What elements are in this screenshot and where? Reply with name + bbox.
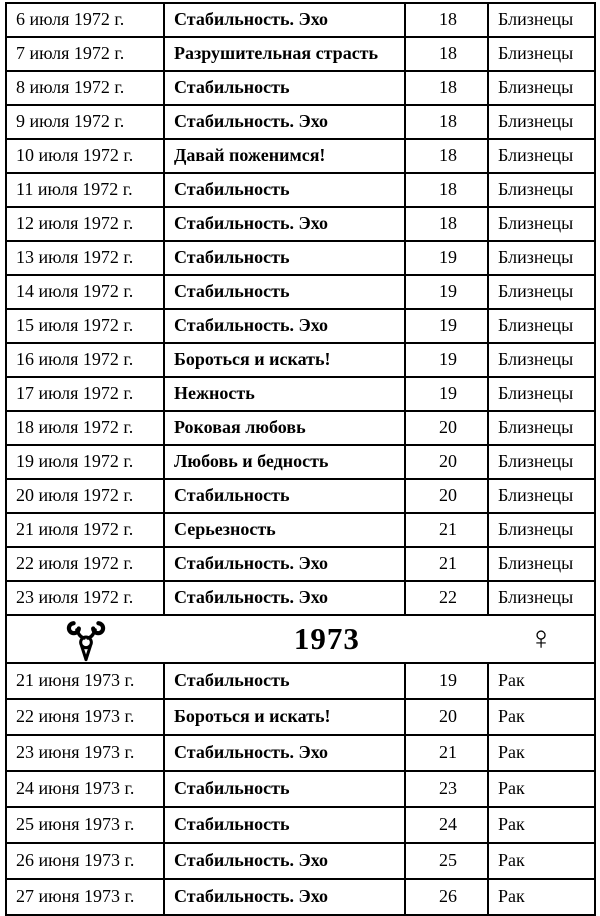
year-label: 1973 — [293, 620, 360, 656]
number-cell: 21 — [405, 735, 488, 771]
table-row — [6, 173, 595, 207]
zodiac-cell: Близнецы — [488, 3, 595, 37]
date-cell: 18 июля 1972 г. — [6, 411, 164, 445]
date-cell: 21 июля 1972 г. — [6, 513, 164, 547]
table-row — [6, 377, 595, 411]
table-row — [6, 843, 595, 879]
title-cell: Стабильность. Эхо — [164, 547, 405, 581]
date-cell: 23 июля 1972 г. — [6, 581, 164, 615]
table-row — [6, 207, 595, 241]
number-cell: 23 — [405, 771, 488, 807]
number-cell: 25 — [405, 843, 488, 879]
zodiac-cell: Близнецы — [488, 377, 595, 411]
number-cell: 19 — [405, 377, 488, 411]
section-1972-rows — [6, 3, 595, 615]
title-cell: Стабильность. Эхо — [164, 3, 405, 37]
table-row — [6, 105, 595, 139]
zodiac-cell: Близнецы — [488, 241, 595, 275]
zodiac-cell: Рак — [488, 699, 595, 735]
table-row — [6, 479, 595, 513]
zodiac-cell: Близнецы — [488, 479, 595, 513]
table-row — [6, 411, 595, 445]
title-cell: Стабильность. Эхо — [164, 581, 405, 615]
table-row — [6, 547, 595, 581]
number-cell: 18 — [405, 3, 488, 37]
title-cell: Стабильность — [164, 663, 405, 699]
title-cell: Стабильность. Эхо — [164, 309, 405, 343]
date-cell: 22 июля 1972 г. — [6, 547, 164, 581]
title-cell: Бороться и искать! — [164, 699, 405, 735]
date-cell: 9 июля 1972 г. — [6, 105, 164, 139]
title-cell: Нежность — [164, 377, 405, 411]
title-cell: Стабильность — [164, 173, 405, 207]
cancer-crab-icon — [7, 617, 165, 661]
number-cell: 19 — [405, 275, 488, 309]
date-cell: 27 июня 1973 г. — [6, 879, 164, 915]
table-row — [6, 37, 595, 71]
table-row — [6, 699, 595, 735]
title-cell: Стабильность. Эхо — [164, 735, 405, 771]
table-row — [6, 513, 595, 547]
zodiac-cell: Рак — [488, 735, 595, 771]
zodiac-cell: Рак — [488, 843, 595, 879]
zodiac-cell: Близнецы — [488, 207, 595, 241]
date-cell: 17 июля 1972 г. — [6, 377, 164, 411]
zodiac-cell: Близнецы — [488, 547, 595, 581]
year-separator-section — [6, 615, 595, 663]
table-row — [6, 807, 595, 843]
title-cell: Давай поженимся! — [164, 139, 405, 173]
title-cell: Стабильность. Эхо — [164, 105, 405, 139]
zodiac-cell: Близнецы — [488, 411, 595, 445]
date-cell: 8 июля 1972 г. — [6, 71, 164, 105]
table-row — [6, 663, 595, 699]
number-cell: 18 — [405, 139, 488, 173]
table-row — [6, 581, 595, 615]
date-cell: 7 июля 1972 г. — [6, 37, 164, 71]
year-separator-row — [6, 615, 595, 663]
date-cell: 6 июля 1972 г. — [6, 3, 164, 37]
number-cell: 26 — [405, 879, 488, 915]
title-cell: Стабильность. Эхо — [164, 843, 405, 879]
horoscope-table — [5, 2, 596, 916]
date-cell: 24 июня 1973 г. — [6, 771, 164, 807]
table-row — [6, 879, 595, 915]
table-row — [6, 139, 595, 173]
date-cell: 11 июля 1972 г. — [6, 173, 164, 207]
number-cell: 18 — [405, 207, 488, 241]
title-cell: Стабильность — [164, 241, 405, 275]
number-cell: 19 — [405, 663, 488, 699]
title-cell: Бороться и искать! — [164, 343, 405, 377]
title-cell: Стабильность. Эхо — [164, 207, 405, 241]
zodiac-cell: Близнецы — [488, 309, 595, 343]
number-cell: 20 — [405, 699, 488, 735]
number-cell: 21 — [405, 547, 488, 581]
table-row — [6, 735, 595, 771]
title-cell: Стабильность — [164, 275, 405, 309]
zodiac-cell: Близнецы — [488, 139, 595, 173]
date-cell: 23 июня 1973 г. — [6, 735, 164, 771]
zodiac-cell: Близнецы — [488, 581, 595, 615]
zodiac-cell: Рак — [488, 879, 595, 915]
title-cell: Стабильность — [164, 771, 405, 807]
zodiac-cell: Близнецы — [488, 37, 595, 71]
number-cell: 20 — [405, 411, 488, 445]
date-cell: 26 июня 1973 г. — [6, 843, 164, 879]
date-cell: 16 июля 1972 г. — [6, 343, 164, 377]
zodiac-cell: Рак — [488, 771, 595, 807]
zodiac-cell: Близнецы — [488, 445, 595, 479]
table-row — [6, 445, 595, 479]
number-cell: 19 — [405, 241, 488, 275]
section-1973-rows — [6, 663, 595, 915]
year-separator-cell — [6, 615, 595, 663]
number-cell: 18 — [405, 105, 488, 139]
title-cell: Стабильность — [164, 71, 405, 105]
title-cell: Стабильность. Эхо — [164, 879, 405, 915]
date-cell: 19 июля 1972 г. — [6, 445, 164, 479]
title-cell: Стабильность — [164, 807, 405, 843]
date-cell: 25 июня 1973 г. — [6, 807, 164, 843]
number-cell: 18 — [405, 37, 488, 71]
date-cell: 13 июля 1972 г. — [6, 241, 164, 275]
date-cell: 15 июля 1972 г. — [6, 309, 164, 343]
title-cell: Серьезность — [164, 513, 405, 547]
zodiac-cell: Рак — [488, 663, 595, 699]
date-cell: 10 июля 1972 г. — [6, 139, 164, 173]
table-row — [6, 309, 595, 343]
number-cell: 19 — [405, 343, 488, 377]
table-row — [6, 241, 595, 275]
table-row — [6, 771, 595, 807]
title-cell: Стабильность — [164, 479, 405, 513]
zodiac-cell: Близнецы — [488, 275, 595, 309]
title-cell: Любовь и бедность — [164, 445, 405, 479]
zodiac-cell: Близнецы — [488, 173, 595, 207]
zodiac-cell: Близнецы — [488, 105, 595, 139]
date-cell: 14 июля 1972 г. — [6, 275, 164, 309]
date-cell: 12 июля 1972 г. — [6, 207, 164, 241]
number-cell: 19 — [405, 309, 488, 343]
table-row — [6, 275, 595, 309]
table-row — [6, 71, 595, 105]
title-cell: Роковая любовь — [164, 411, 405, 445]
zodiac-cell: Близнецы — [488, 71, 595, 105]
table-row — [6, 343, 595, 377]
table-row — [6, 3, 595, 37]
date-cell: 22 июня 1973 г. — [6, 699, 164, 735]
number-cell: 24 — [405, 807, 488, 843]
number-cell: 20 — [405, 479, 488, 513]
zodiac-cell: Близнецы — [488, 343, 595, 377]
number-cell: 18 — [405, 173, 488, 207]
zodiac-cell: Близнецы — [488, 513, 595, 547]
number-cell: 22 — [405, 581, 488, 615]
number-cell: 20 — [405, 445, 488, 479]
zodiac-cell: Рак — [488, 807, 595, 843]
number-cell: 21 — [405, 513, 488, 547]
venus-icon: ♀ — [528, 620, 554, 657]
date-cell: 20 июля 1972 г. — [6, 479, 164, 513]
number-cell: 18 — [405, 71, 488, 105]
title-cell: Разрушительная страсть — [164, 37, 405, 71]
date-cell: 21 июня 1973 г. — [6, 663, 164, 699]
year-separator-layout — [7, 616, 594, 662]
